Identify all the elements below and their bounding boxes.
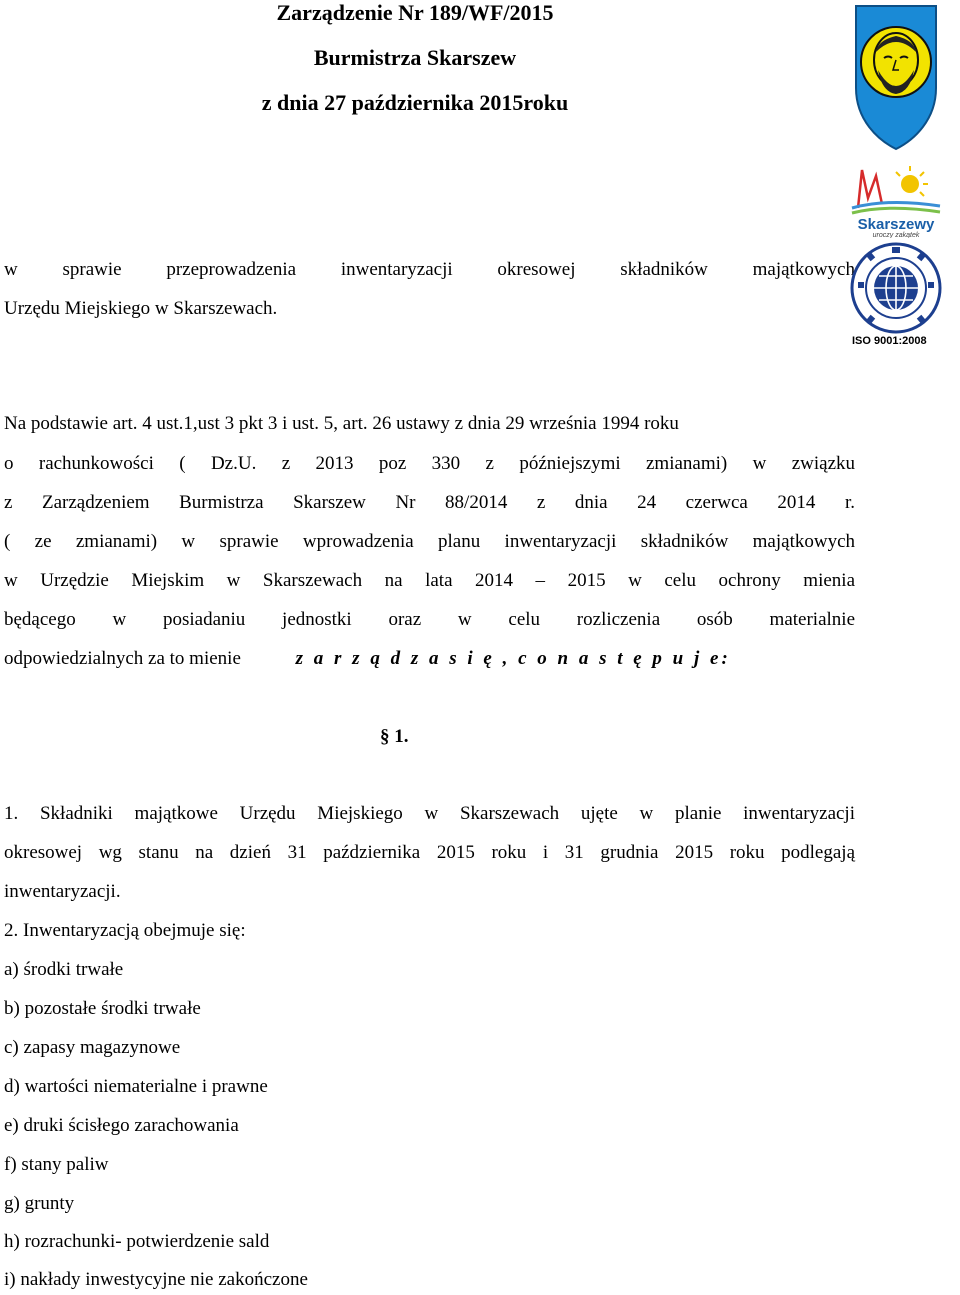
list-item: g) grunty: [4, 1193, 75, 1214]
list-item: e) druki ścisłego zarachowania: [4, 1115, 239, 1136]
point-1-line-2: okresowej wg stanu na dzień 31 października 2015 roku i 31 grudnia 2015 roku podlegają: [4, 842, 855, 863]
town-logo: [848, 158, 944, 238]
preamble-line-3: z Zarządzeniem Burmistrza Skarszew Nr 88/2014 z dnia 24 czerwca 2014 r.: [4, 492, 855, 513]
town-logo-tagline: uroczy zakątek: [872, 232, 920, 238]
list-item: b) pozostałe środki trwałe: [4, 998, 201, 1019]
document-issuer: Burmistrza Skarszew: [313, 45, 517, 70]
chamber-seal-logo: [848, 242, 944, 338]
list-item: f) stany paliw: [4, 1154, 109, 1175]
list-item: c) zapasy magazynowe: [4, 1037, 181, 1058]
coat-of-arms-logo: [848, 2, 944, 152]
subject-line-1: w sprawie przeprowadzenia inwentaryzacji okresowej składników majątkowych: [4, 259, 855, 280]
document-title: Zarządzenie Nr 189/WF/2015: [276, 0, 554, 25]
preamble-line-1: Na podstawie art. 4 ust.1,ust 3 pkt 3 i ust. 5, art. 26 ustawy z dnia 29 września 1994 roku: [4, 413, 679, 434]
document-date: z dnia 27 października 2015roku: [261, 90, 569, 115]
section-heading: § 1.: [380, 726, 409, 747]
list-item: d) wartości niematerialne i prawne: [4, 1076, 268, 1097]
list-item: i) nakłady inwestycyjne nie zakończone: [4, 1269, 308, 1290]
list-item: a) środki trwałe: [4, 959, 124, 980]
point-2-intro: 2. Inwentaryzacją obejmuje się:: [4, 920, 246, 941]
preamble-line-7: [4, 647, 731, 671]
decree-formula: z a r z ą d z a s i ę , c o n a s t ę p u j e:: [295, 648, 731, 669]
preamble-line-5: w Urzędzie Miejskim w Skarszewach na lata 2014 – 2015 w celu ochrony mienia: [4, 570, 855, 591]
town-logo-text: Skarszewy: [857, 216, 935, 233]
point-1-line-3: inwentaryzacji.: [4, 881, 121, 902]
preamble-line-4: ( ze zmianami) w sprawie wprowadzenia planu inwentaryzacji składników majątkowych: [4, 531, 855, 552]
iso-certification-label: ISO 9001:2008: [852, 335, 927, 347]
preamble-line-7-start: odpowiedzialnych za to mienie: [4, 648, 241, 669]
subject-line-2: Urzędu Miejskiego w Skarszewach.: [4, 298, 278, 319]
list-item: h) rozrachunki- potwierdzenie sald: [4, 1231, 270, 1252]
preamble-line-2: o rachunkowości ( Dz.U. z 2013 poz 330 z późniejszymi zmianami) w związku: [4, 453, 855, 474]
point-1-line-1: 1. Składniki majątkowe Urzędu Miejskiego w Skarszewach ujęte w planie inwentaryzacji: [4, 803, 855, 824]
preamble-line-6: będącego w posiadaniu jednostki oraz w celu rozliczenia osób materialnie: [4, 609, 855, 630]
